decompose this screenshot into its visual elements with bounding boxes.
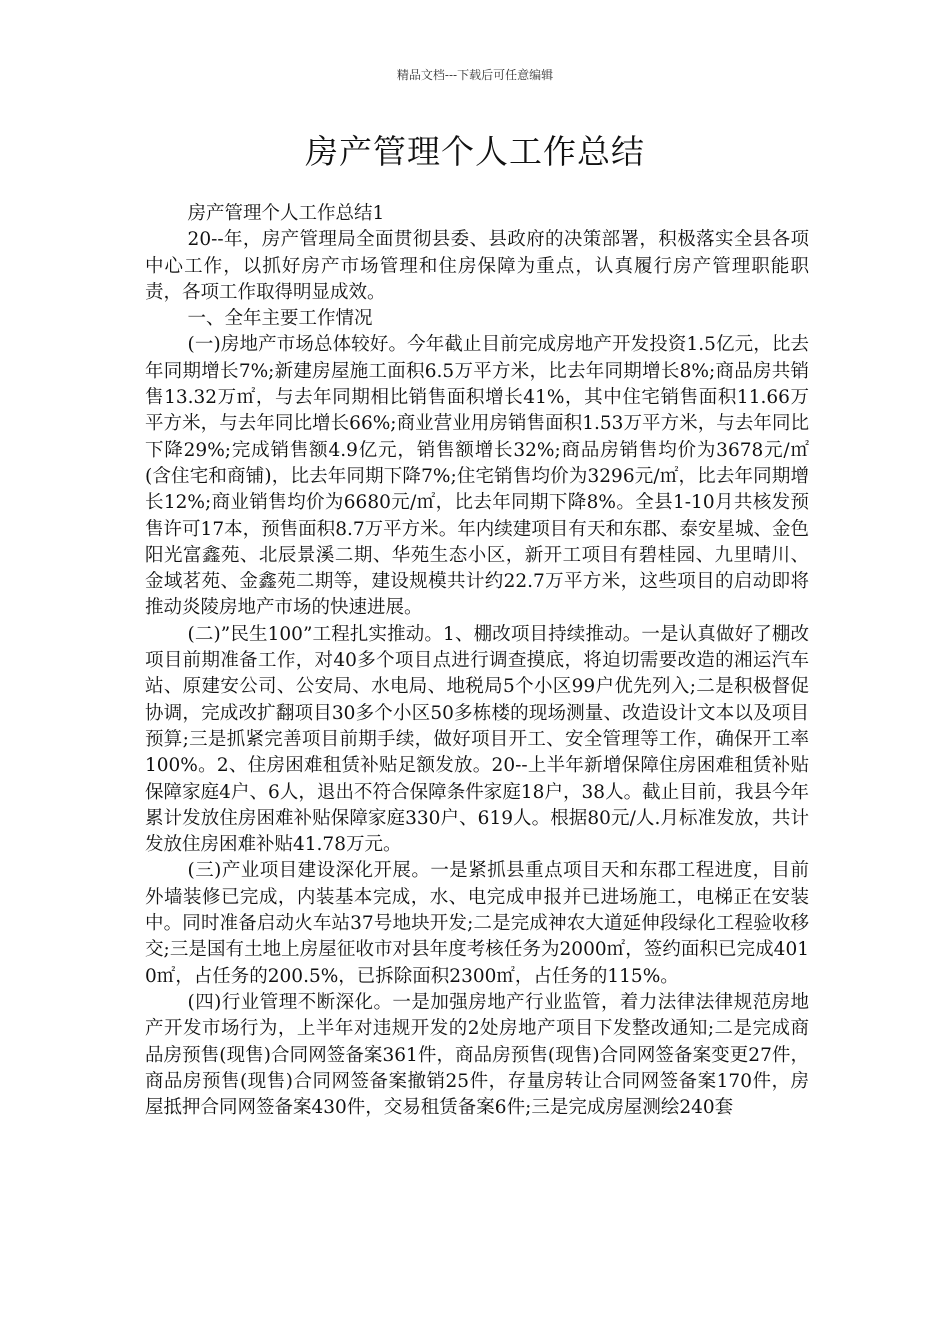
section-heading: 一、全年主要工作情况 [187, 308, 373, 330]
paragraph-livelihood-project: (二)”民生100”工程扎实推动。1、棚改项目持续推动。一是认真做好了棚改项目前期准备工作，对40多个项目点进行调查摸底，将迫切需要改造的湘运汽车站、原建安公司、公安局、水电局、地税局5个小区99户优先列入;二是积极督促协调，完成改扩翻项目30多个小区50多栋楼的现场测量、改造设计文本以及项目预算;三是抓紧完善项目前期手续，做好项目开工、安全管理等工作，确保开工率100%。2、住房困难租赁补贴足额发放。20--上半年新增保障住房困难租赁补贴保障家庭4户、6人，退出不符合保障条件家庭18户，38人。截止目前，我县今年累计发放住房困难补贴保障家庭330户、619人。根据80元/人.月标准发放，共计发放住房困难补贴41.78万元。 [145, 623, 809, 856]
paragraph-real-estate-market: (一)房地产市场总体较好。今年截止目前完成房地产开发投资1.5亿元，比去年同期增长7%;新建房屋施工面积6.5万平方米，比去年同期增长8%;商品房共销售13.32万㎡，与去年同期相比销售面积增长41%，其中住宅销售面积11.66万平方米，与去年同比增长66%;商业营业用房销售面积1.53万平方米，与去年同比下降29%;完成销售额4.9亿元，销售额增长32%;商品房销售均价为3678元/㎡(含住宅和商铺)，比去年同期下降7%;住宅销售均价为3296元/㎡，比去年同期增长12%;商业销售均价为6680元/㎡，比去年同期下降8%。全县1-10月共核发预售许可17本，预售面积8.7万平方米。年内续建项目有天和东郡、泰安星城、金色阳光富鑫苑、北辰景溪二期、华苑生态小区，新开工项目有碧桂园、九里晴川、金域茗苑、金鑫苑二期等，建设规模共计约22.7万平方米，这些项目的启动即将推动炎陵房地产市场的快速进展。 [145, 334, 809, 619]
document-title: 房产管理个人工作总结 [305, 132, 645, 171]
paragraph-subtitle: 房产管理个人工作总结1 [187, 203, 385, 224]
paragraph-industry-projects: (三)产业项目建设深化开展。一是紧抓县重点项目天和东郡工程进度，目前外墙装修已完成，内装基本完成，水、电完成申报并已进场施工，电梯正在安装中。同时准备启动火车站37号地块开发;二是完成神农大道延伸段绿化工程验收移交;三是国有土地上房屋征收市对县年度考核任务为2000㎡，签约面积已完成4010㎡，占任务的200.5%，已拆除面积2300㎡，占任务的115%。 [145, 860, 809, 987]
paragraph-industry-management: (四)行业管理不断深化。一是加强房地产行业监管，着力法律法律规范房地产开发市场行为，上半年对违规开发的2处房地产项目下发整改通知;二是完成商品房预售(现售)合同网签备案361件，商品房预售(现售)合同网签备案变更27件，商品房预售(现售)合同网签备案撤销25件，存量房转让合同网签备案170件，房屋抵押合同网签备案430件，交易租赁备案6件;三是完成房屋测绘240套 [145, 991, 809, 1119]
paragraph-intro: 20--年，房产管理局全面贯彻县委、县政府的决策部署，积极落实全县各项中心工作，以抓好房产市场管理和住房保障为重点，认真履行房产管理职能职责，各项工作取得明显成效。 [145, 229, 809, 303]
page-header-note: 精品文档---下载后可任意编辑 [396, 68, 554, 82]
document-body [145, 201, 809, 1121]
